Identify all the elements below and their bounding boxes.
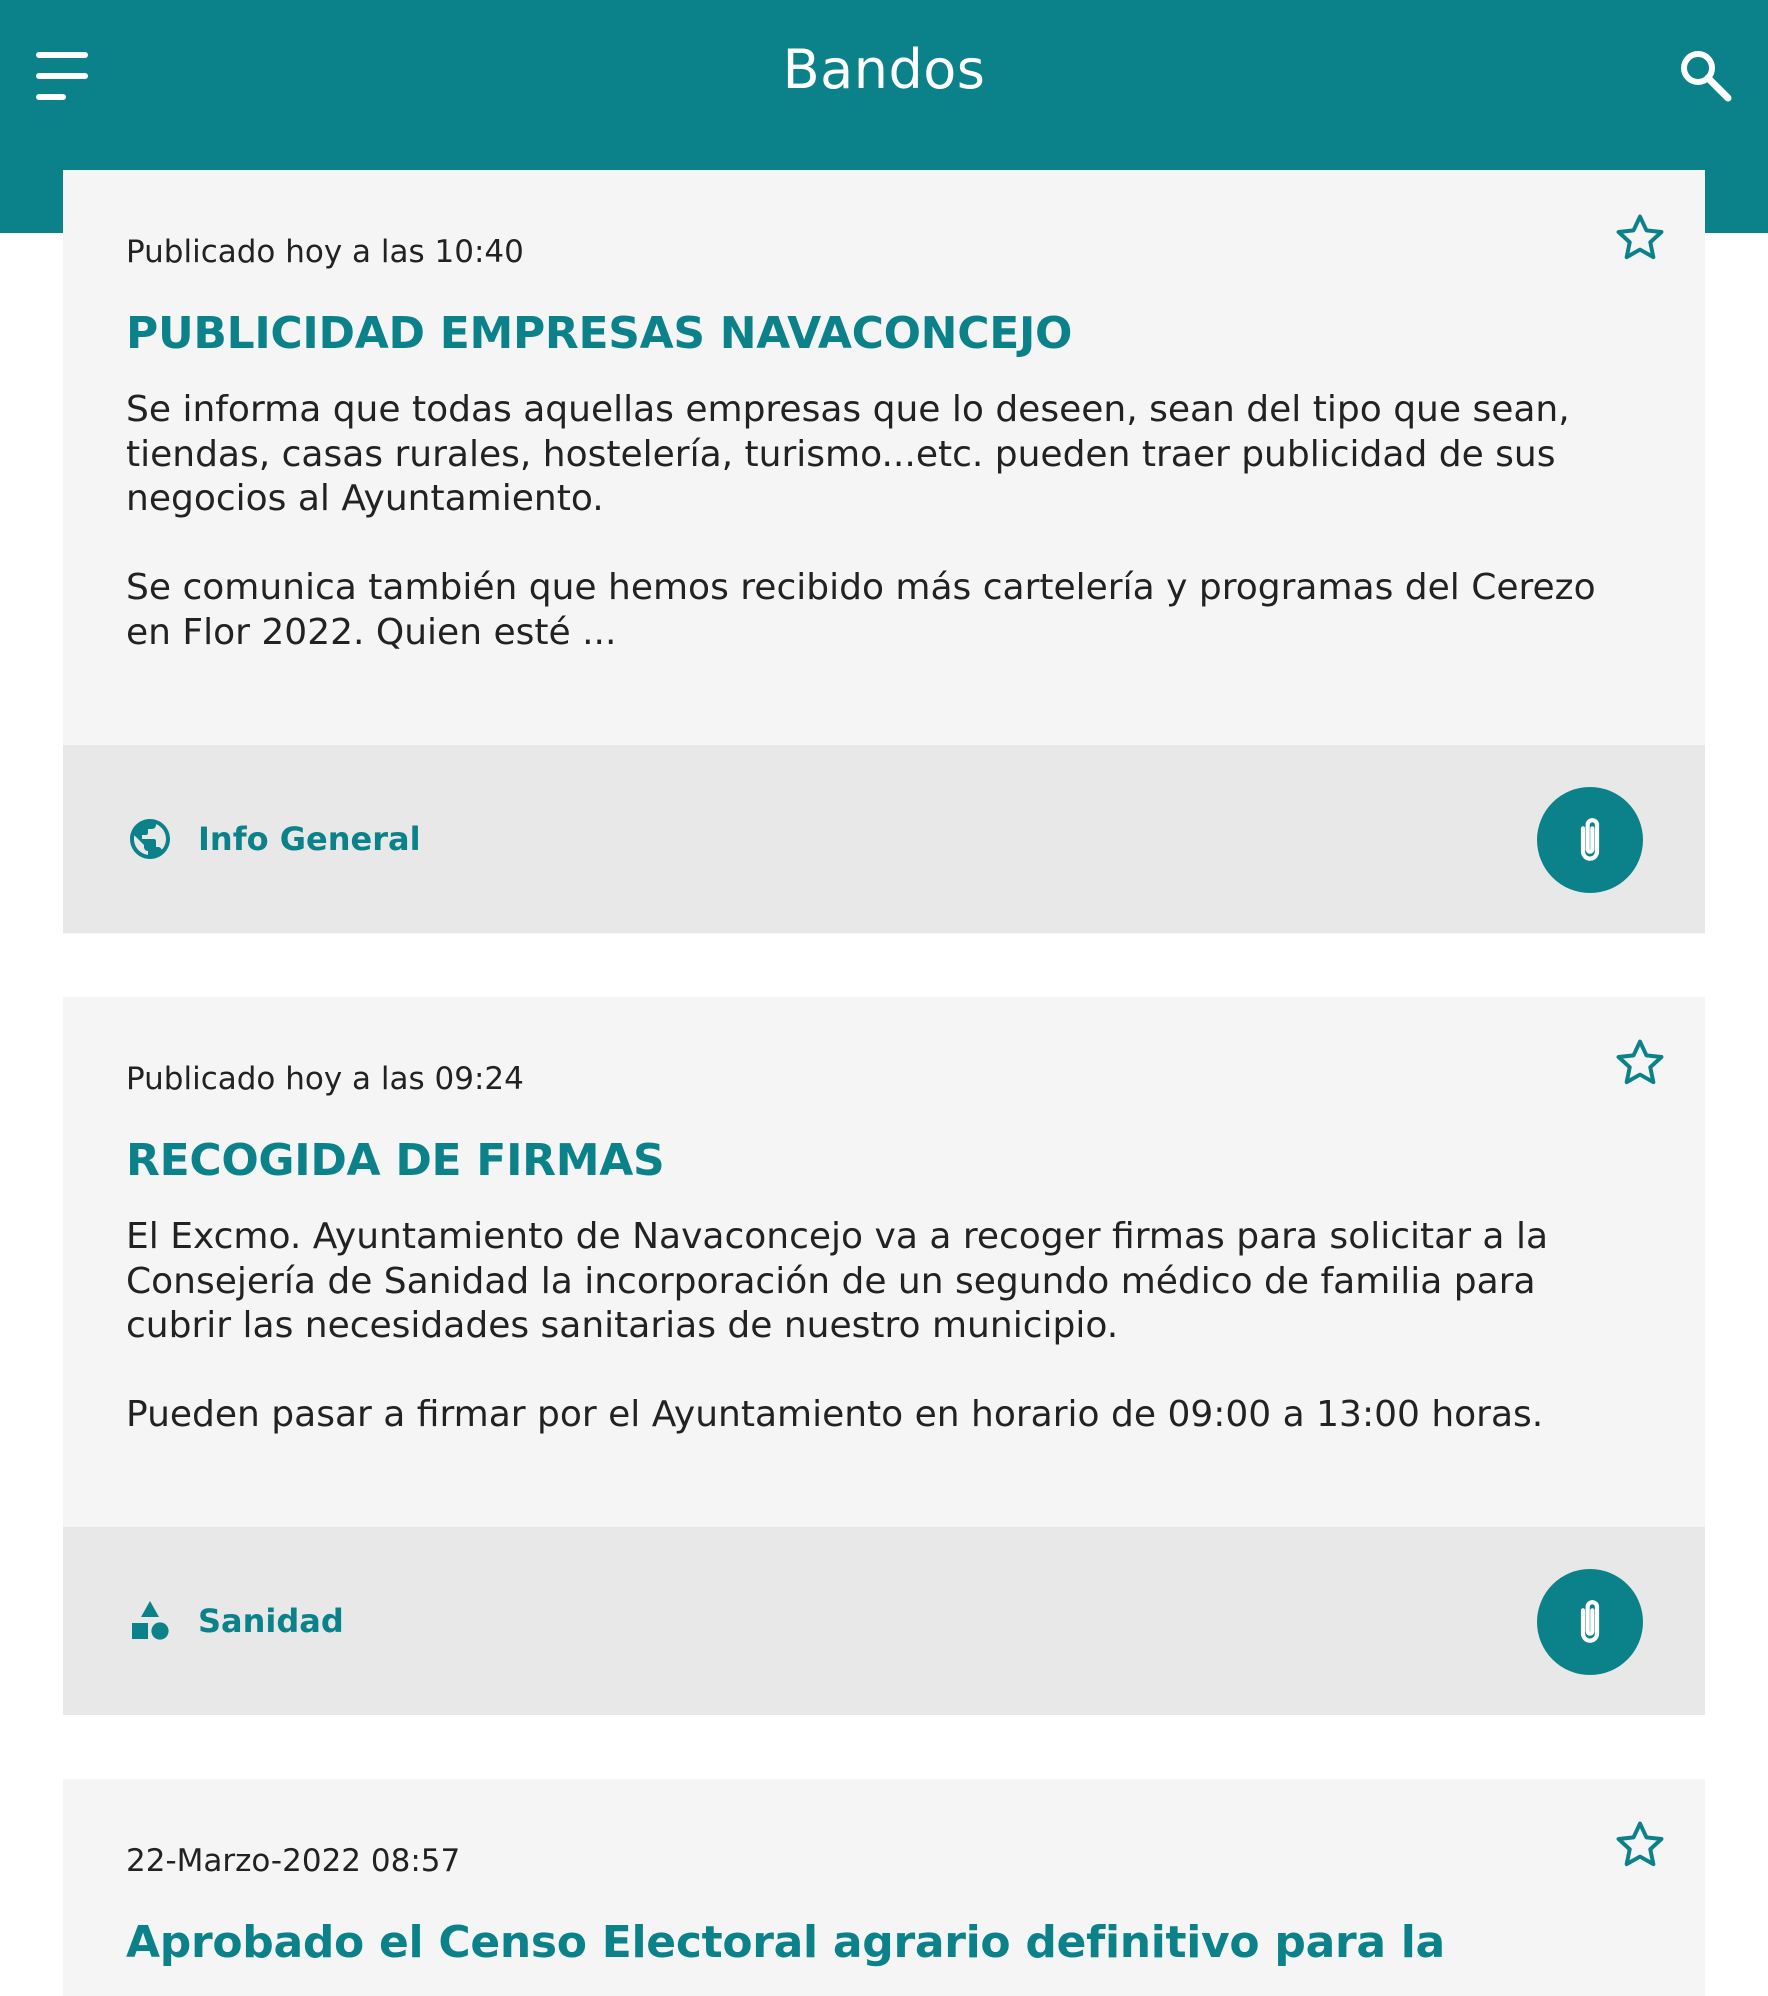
attachment-button[interactable]	[1537, 1569, 1643, 1675]
globe-icon	[126, 815, 174, 863]
category-label: Info General	[198, 820, 421, 858]
favorite-button[interactable]	[1612, 1817, 1668, 1873]
post-date: Publicado hoy a las 09:24	[126, 1061, 524, 1097]
search-icon	[1676, 46, 1736, 106]
post-excerpt	[126, 388, 1646, 655]
star-outline-icon	[1612, 1817, 1668, 1873]
star-outline-icon	[1612, 210, 1668, 266]
post-card[interactable]	[63, 170, 1705, 934]
post-title[interactable]: RECOGIDA DE FIRMAS	[126, 1135, 665, 1186]
category-label: Sanidad	[198, 1602, 344, 1640]
post-paragraph: Pueden pasar a firmar por el Ayuntamiento en horario de 09:00 a 13:00 horas.	[126, 1394, 1544, 1435]
post-date: 22-Marzo-2022 08:57	[126, 1843, 461, 1879]
attachment-button[interactable]	[1537, 787, 1643, 893]
post-excerpt	[126, 1215, 1646, 1438]
post-date: Publicado hoy a las 10:40	[126, 234, 524, 270]
post-paragraph: Se comunica también que hemos recibido más cartelería y programas del Cerezo en Flor 2022. Quien esté ...	[126, 567, 1596, 653]
post-title[interactable]: PUBLICIDAD EMPRESAS NAVACONCEJO	[126, 308, 1073, 359]
shapes-icon	[126, 1597, 174, 1645]
paperclip-icon	[1562, 1594, 1618, 1650]
favorite-button[interactable]	[1612, 1035, 1668, 1091]
post-footer	[63, 1527, 1705, 1715]
favorite-button[interactable]	[1612, 210, 1668, 266]
post-title[interactable]: Aprobado el Censo Electoral agrario definitivo para la	[126, 1917, 1445, 1968]
post-card[interactable]	[63, 997, 1705, 1715]
post-card[interactable]	[63, 1779, 1705, 1996]
post-footer	[63, 745, 1705, 933]
category-tag[interactable]	[126, 745, 421, 933]
paperclip-icon	[1562, 812, 1618, 868]
search-button[interactable]	[1676, 46, 1736, 106]
post-paragraph: Se informa que todas aquellas empresas que lo deseen, sean del tipo que sean, tiendas, casas rurales, hostelería, turismo...etc. pueden traer publicidad de sus negocios al Ayuntamiento.	[126, 389, 1570, 519]
star-outline-icon	[1612, 1035, 1668, 1091]
page-title: Bandos	[782, 38, 986, 101]
category-tag[interactable]	[126, 1527, 344, 1715]
post-paragraph: El Excmo. Ayuntamiento de Navaconcejo va a recoger firmas para solicitar a la Consejería de Sanidad la incorporación de un segundo médico de familia para cubrir las necesidades sanitarias de nuestro municipio.	[126, 1216, 1548, 1346]
